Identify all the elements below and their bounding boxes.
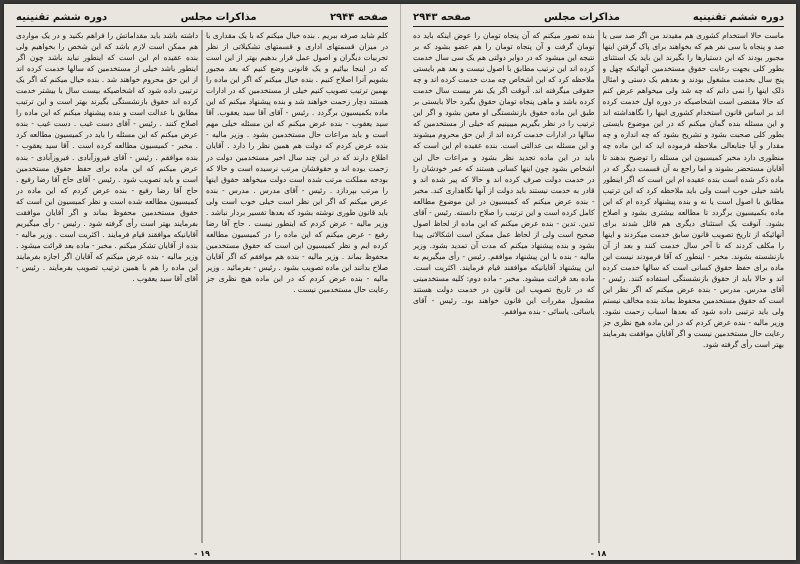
page-right (400, 4, 796, 560)
column-text: ماست حالا استخدام کشوری هم مقیدند من اگر صد سی یا صد و پنجاه یا سی نفر هم که بخواهند برای پاک گرفتن اینها مجبور بودند که این دستیارها را بگیرند این باید یک استثنای بطور کلی بجهت رعایت حقوق مستخدمین آنهائیکه چهل و پنج سال بخدمت مشغول بودند و بعدهم یک دستی و امثال ذلک اینها را نمی دانم که چه شد ولی میخواهم عرض کنم که حالا مقتضی است اشخاصیکه در دوره اول خدمت کرده اند بر اساس قانون استخدام کشوری اینها را نگاهداشته اند و این مسئله بنده گمان میکنم که در این موضوع بایستی بطور کلی صحبت بشود و تشریح بشود که چه اندازه و چه مقدار و آیا جنابعالی ملاحظه فرموده اید که این ماده چه منظوری دارد مخبر کمیسیون این مسئله را توضیح بدهند تا آقایان مستحضر بشوند و اما راجع به آن قسمت دیگر که در ماده ذکر شده است بنده عقیده ام این است که اگر اینطور باشد خیلی خوب است ولی باید ملاحظه کرد که این ترتیب مطابق با اصول است یا نه و بنده پیشنهاد کرده ام که این ماده بکمیسیون برگردد تا مطالعه بیشتری بشود و اصلاح بشود. آنوقت یک استثنای دیگری هم قائل شدند برای آنهائیکه از تاریخ تصویب قانون سابق خدمت میکردند و اینها را مکلف کردند که تا آخر سال خدمت کنند و بعد از آن بازنشسته بشوند. مخبر - اینطور که آقا فرمودند نیست این ماده برای حفظ حقوق کسانی است که سالها خدمت کرده اند و حالا باید از حقوق بازنشستگی استفاده کنند. رئیس - آقای مدرس. مدرس - بنده عرض میکنم که اگر نظر این است که حقوق مستخدمین محفوظ بماند بنده مخالف نیستم ولی باید ترتیبی داده شود که بعدها اسباب زحمت نشود. وزیر مالیه - بنده عرض کردم که در این ماده هیچ نظری جز رعایت حال مستخدمین نیست و اگر آقایان موافقت بفرمایند بهتر است رأی گرفته شود. (602, 31, 784, 350)
header-title: مذاکرات مجلس (180, 11, 257, 23)
text-column-right (603, 30, 785, 543)
page-left (4, 4, 400, 560)
text-columns (413, 30, 784, 543)
column-divider (202, 30, 203, 543)
page-footer-number: ۱۸ - (590, 549, 607, 558)
column-text: کلم شاید صرفه ببریم . بنده خیال میکنم که با یک مقداری با در میزان قسمتهای اداری و قسمتهای تشکیلاتی از نظر تجربیات دیگران و اصول عمل قرار بدهیم بهتر از این است که در اینجا بیائیم و یک قانونی وضع کنیم که بعد مجبور بشویم آنرا اصلاح کنیم . بنده خیال میکنم که اگر این ماده را بهمین ترتیب تصویب کنیم خیلی از مستخدمین که در ادارات هستند دچار زحمت خواهند شد و بنده پیشنهاد میکنم که این ماده بکمیسیون برگردد . رئیس - آقای آقا سید یعقوب. آقا سید یعقوب - بنده عرض میکنم که این مسئله خیلی مهم است و باید مراعات حال مستخدمین بشود . وزیر مالیه - بنده عرض کردم که دولت هم همین نظر را دارد . آقایان اطلاع دارند که در این چند سال اخیر مستخدمین دولت در زحمت بوده اند و حقوقشان مرتب نرسیده است و حالا که بودجه مملکت مرتب شده است دولت میخواهد حقوق اینها را مرتب بپردازد . رئیس - آقای مدرس . مدرس - بنده عرض میکنم که اگر این نظر است خیلی خوب است ولی باید قانون طوری نوشته بشود که بعدها تفسیر بردار نباشد . وزیر مالیه - عرض کردم که اینطور نیست . حاج آقا رضا رفیع - عرض میکنم که این ماده را در کمیسیون مطالعه کرده ایم و نظر کمیسیون این است که حقوق مستخدمین محفوظ بماند . وزیر مالیه - بنده هم موافقم که اگر آقایان صلاح بدانند این ماده تصویب بشود . رئیس - بفرمائید . وزیر مالیه - بنده عرض کردم که در این ماده هیچ نظری جز رعایت حال مستخدمین نیست . (206, 31, 388, 295)
session-label: دوره ششم تقنینیه (692, 11, 784, 23)
page-footer-number: ۱۹ - (194, 549, 210, 558)
text-column-right (206, 30, 388, 543)
column-divider (598, 30, 599, 543)
column-text: داشته باشد باید مقداماتش را فراهم بکنید و در یک مواردی هم ممکن است لازم باشد که این شخص را بخواهیم ولی بنده عقیده ام این است که اینطور نباید باشد چون اگر اینطور باشد خیلی از مستخدمین که سالها خدمت کرده اند از این حق محروم خواهند شد . بنده خیال میکنم که اگر یک ترتیبی داده شود که اشخاصیکه بیست سال یا بیشتر خدمت کرده اند حقوق بازنشستگی بگیرند بهتر است و این ترتیب مطابق با عدالت است و بنده پیشنهاد میکنم که این ماده را اصلاح کنند . رئیس - آقای دست غیب . دست غیب - بنده عرض میکنم که این مسئله را باید در کمیسیون مطالعه کرد . مخبر - کمیسیون مطالعه کرده است . آقا سید یعقوب - بنده موافقم . رئیس - آقای فیروزآبادی . فیروزآبادی - بنده عرض میکنم که این ماده برای حفظ حقوق مستخدمین است و باید تصویب شود . رئیس - آقای حاج آقا رضا رفیع . حاج آقا رضا رفیع - بنده عرض کردم که این ماده در کمیسیون مطالعه شده است و نظر کمیسیون این است که حقوق مستخدمین محفوظ بماند و اگر آقایان موافقت بفرمایند بهتر است رأی گرفته شود . رئیس - رأی میگیریم آقایانیکه موافقند قیام فرمایند . اکثریت است . وزیر مالیه - بنده از آقایان تشکر میکنم . مخبر - ماده بعد قرائت میشود . وزیر مالیه - بنده عرض میکنم که آقایان اگر اجازه بفرمایند این ماده را هم با همین ترتیب تصویب بفرمایند . رئیس - آقای آقا سید یعقوب . (16, 31, 198, 284)
text-column-left (413, 30, 595, 543)
book-spread (4, 4, 796, 560)
header-title: مذاکرات مجلس (543, 11, 620, 23)
page-number-label: صفحه ۲۹۴۳ (413, 11, 472, 23)
column-text: بنده تصور میکنم که آن پنجاه تومان را عوض اینکه باید ده تومان گرفت و آن پنجاه تومان را هم عضو بشود که بر نتیجه این میشود که در دوایر دولتی هم یک سی سال خدمت کرده اند این ترتیب مطابق با اصول نیست و بعد هم بایستی ملاحظه کرد که این اشخاص چه مدت خدمت کرده اند و چه حقوقی میگرفته اند. آنوقت اگر یک نفر بیست سال خدمت کرده باشد و ماهی پنجاه تومان حقوق بگیرد حالا بایستی بر طبق این ماده حقوق بازنشستگی او معین بشود و اگر این ترتیب را در نظر بگیریم میبینیم که خیلی از مستخدمین که سالها در ادارات خدمت کرده اند از این حق محروم میشوند و این مسئله بی عدالتی است. بنده عقیده ام این است که باید در این ماده تجدید نظر بشود و مراعات حال این اشخاص بشود چون اینها کسانی هستند که عمر خودشان را در خدمت دولت صرف کرده اند و حالا که پیر شده اند و قادر به خدمت نیستند باید دولت از آنها نگاهداری کند. مخبر - بنده عرض میکنم که کمیسیون در این موضوع مطالعه کامل کرده است و این ترتیب را صلاح دانسته. رئیس - آقای تدین. تدین - بنده عرض میکنم که این ماده از لحاظ اصول صحیح است ولی از لحاظ عمل ممکن است اشکالاتی پیدا بشود و بنده پیشنهاد میکنم که مدت آن تمدید بشود. وزیر مالیه - بنده با این پیشنهاد موافقم. رئیس - رأی میگیریم به این پیشنهاد آقایانیکه موافقند قیام فرمایند. اکثریت است. ماده بعد قرائت میشود. مخبر - ماده دوم: کلیه مستخدمینی که در تاریخ تصویب این قانون در خدمت دولت هستند مشمول مقررات این قانون خواهند بود. رئیس - آقای یاسائی. یاسائی - بنده موافقم. (413, 31, 595, 317)
page-number-label: صفحه ۲۹۴۴ (329, 11, 388, 23)
text-column-left (16, 30, 198, 543)
session-label: دوره ششم تقنینیه (16, 11, 108, 23)
page-header (16, 10, 388, 27)
text-columns (16, 30, 388, 543)
page-header (413, 10, 784, 27)
